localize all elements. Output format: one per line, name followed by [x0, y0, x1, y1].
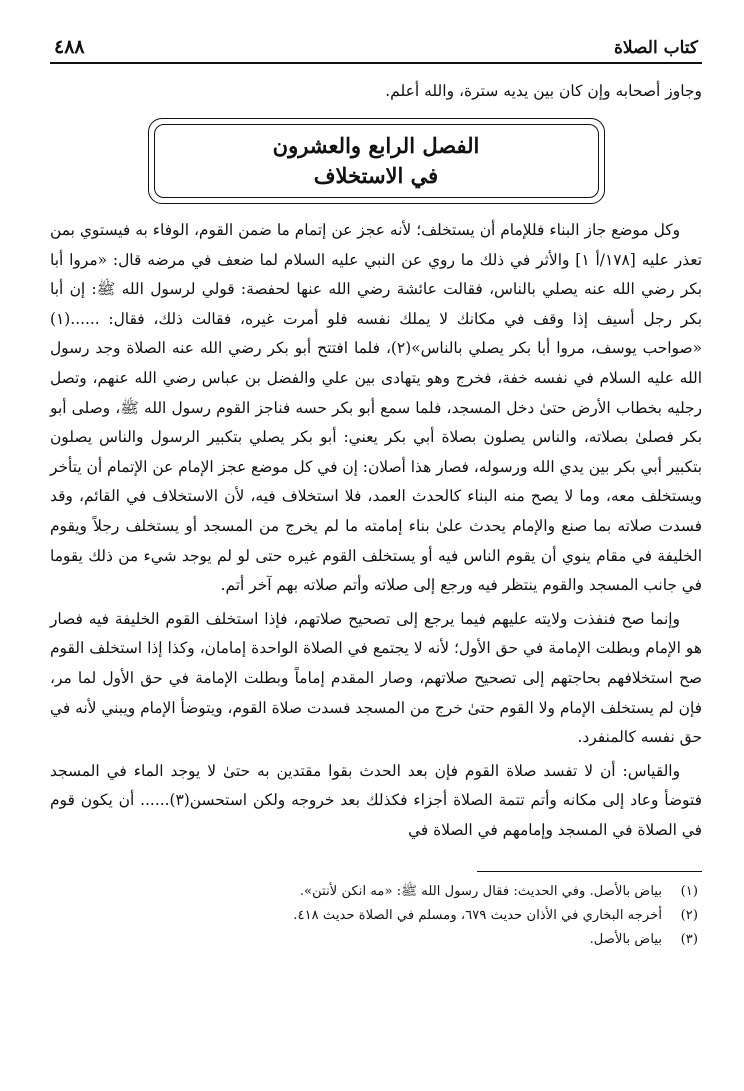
chapter-title-line-1: الفصل الرابع والعشرون	[272, 133, 480, 158]
footnote-text: أخرجه البخاري في الأذان حديث ٦٧٩، ومسلم في الصلاة حديث ٤١٨.	[293, 908, 662, 924]
footnote-number: (٢)	[680, 908, 698, 924]
running-header	[50, 28, 702, 64]
main-text	[50, 216, 702, 845]
chapter-title-frame	[148, 118, 605, 204]
footnote-separator	[50, 849, 702, 872]
footnote	[50, 904, 702, 928]
intro-line: وجاوز أصحابه وإن كان بين يديه سترة، والله أعلم.	[385, 82, 702, 100]
footnote-rule	[477, 871, 702, 872]
page-number: ٤٨٨	[54, 36, 85, 58]
footnote-text: بياض بالأصل.	[589, 932, 662, 948]
footnote	[50, 880, 702, 904]
footnotes	[50, 880, 702, 952]
book-title: كتاب الصلاة	[613, 38, 698, 58]
footnote-number: (٣)	[680, 932, 698, 948]
footnote-number: (١)	[680, 884, 698, 900]
paragraph: وإنما صح فنفذت ولايته عليهم فيما يرجع إلى تصحيح صلاتهم، فإذا استخلف القوم الخليفة فيه فصار هو الإمام وبطلت الإمامة في حق الأول؛ لأنه لا يجتمع في الصلاة الواحدة إمامان، وكذا إذا استخلف القوم صح استخلافهم بحاجتهم إلى تصحيح صلاتهم، وصار المقدم إماماً وبطلت الإمامة في حق الأول لما مر، فإن لم يستخلف الإمام ولا القوم حتىٰ خرج من المسجد فسدت صلاة القوم، ويتوضأ الإمام ويبني لأنه في حق نفسه كالمنفرد.	[50, 609, 702, 747]
book-page	[50, 28, 702, 1071]
footnote	[50, 928, 702, 952]
footnote-text: بياض بالأصل. وفي الحديث: فقال رسول الله ﷺ: «مه انكن لأنتن».	[299, 884, 662, 900]
chapter-title	[149, 131, 604, 191]
chapter-title-line-2: في الاستخلاف	[313, 163, 439, 188]
paragraph: وكل موضع جاز البناء فللإمام أن يستخلف؛ لأنه عجز عن إتمام ما ضمن القوم، الوفاء به فيستوي بمن تعذر عليه [١٧٨/أ ١] والأثر في ذلك ما روي عن النبي عليه السلام لما ضعف في مرضه قال: «مروا أبا بكر رضي الله عنه يصلي بالناس، فقالت عائشة رضي الله عنها لحفصة: قولي لرسول الله ﷺ: إن أبا بكر رجل أسيف إذا وقف في مكانك لا يملك نفسه فلو أمرت غيره، فقالت ذلك، فقال: ......(١) «صواحب يوسف، مروا أبا بكر يصلي بالناس»(٢)، فلما افتتح أبو بكر رضي الله عنه الصلاة وجد رسول الله عليه السلام في نفسه خفة، فخرج وهو يتهادى بين علي والفضل بن عباس رضي الله عنهم، وتصل رجليه بخطاب الأرض حتىٰ دخل المسجد، فلما سمع أبو بكر حسه فناجز القوم رسول الله ﷺ، وصلى أبو بكر فصلىٰ بصلاته، والناس يصلون بصلاة أبي بكر يعني: أبو بكر يصلي بتكبير الرسول والناس يصلون بتكبير أبي بكر بين يدي الله ورسوله، فصار هذا أصلان: إن في كل موضع عجز الإمام عن الإتمام أن يتأخر ويستخلف معه، وما لا يصح منه البناء كالحدث العمد، فلا استخلاف فيه، لأن الاستخلاف في القائم، وقد فسدت صلاته بما صنع والإمام يحدث علىٰ بناء إمامته ما لم يخرج من المسجد أو يستخلف رجلاً ويقوم الخليفة في مقام ينوي أن يقوم الناس فيه أو يستخلف القوم غيره حتى لو لم يوجد شيء من ذلك يقوما في جانب المسجد والقوم ينتظر فيه ورجع إلى صلاته وأتم صلاته بهم آخر أتم.	[50, 221, 702, 595]
paragraph: والقياس: أن لا تفسد صلاة القوم فإن بعد الحدث بقوا مقتدين به حتىٰ لا يوجد الماء في المسجد فتوضأ وعاد إلى مكانه وأتم تتمة الصلاة أجزاء فكذلك بعد خروجه ولكن استحسن(٣)...... أن يكون قوم في الصلاة في المسجد وإمامهم في الصلاة في	[50, 761, 702, 839]
